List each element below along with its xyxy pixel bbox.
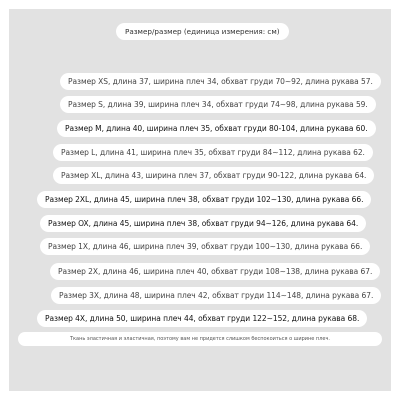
size-row-xl: Размер XL, длина 43, ширина плеч 37, обхват груди 90-122, длина рукава 64.: [53, 167, 374, 184]
size-row-m: Размер M, длина 40, ширина плеч 35, обхват груди 80-104, длина рукава 60.: [57, 120, 376, 137]
fabric-note: Ткань эластичная и эластичная, поэтому вам не придется слишком беспокоиться о ширине плеч.: [18, 332, 382, 346]
size-chart-title: Размер/размер (единица измерения: см): [116, 23, 289, 40]
size-row-4x: Размер 4X, длина 50, ширина плеч 44, обхват груди 122~152, длина рукава 68.: [37, 310, 367, 327]
size-row-1x: Размер 1X, длина 46, ширина плеч 39, обхват груди 100~130, длина рукава 66.: [40, 238, 370, 255]
size-row-l: Размер L, длина 41, ширина плеч 35, обхват груди 84~112, длина рукава 62.: [53, 144, 373, 161]
size-row-2x: Размер 2X, длина 46, ширина плеч 40, обхват груди 108~138, длина рукава 67.: [50, 263, 380, 280]
size-row-3x: Размер 3X, длина 48, ширина плеч 42, обхват груди 114~148, длина рукава 67.: [51, 287, 381, 304]
size-row-2xl: Размер 2XL, длина 45, ширина плеч 38, обхват груди 102~130, длина рукава 66.: [37, 191, 371, 208]
size-row-s: Размер S, длина 39, ширина плеч 34, обхват груди 74~98, длина рукава 59.: [60, 96, 376, 113]
size-row-xs: Размер XS, длина 37, ширина плеч 34, обхват груди 70~92, длина рукава 57.: [60, 73, 381, 90]
size-row-ox: Размер OX, длина 45, ширина плеч 38, обхват груди 94~126, длина рукава 64.: [40, 215, 366, 232]
